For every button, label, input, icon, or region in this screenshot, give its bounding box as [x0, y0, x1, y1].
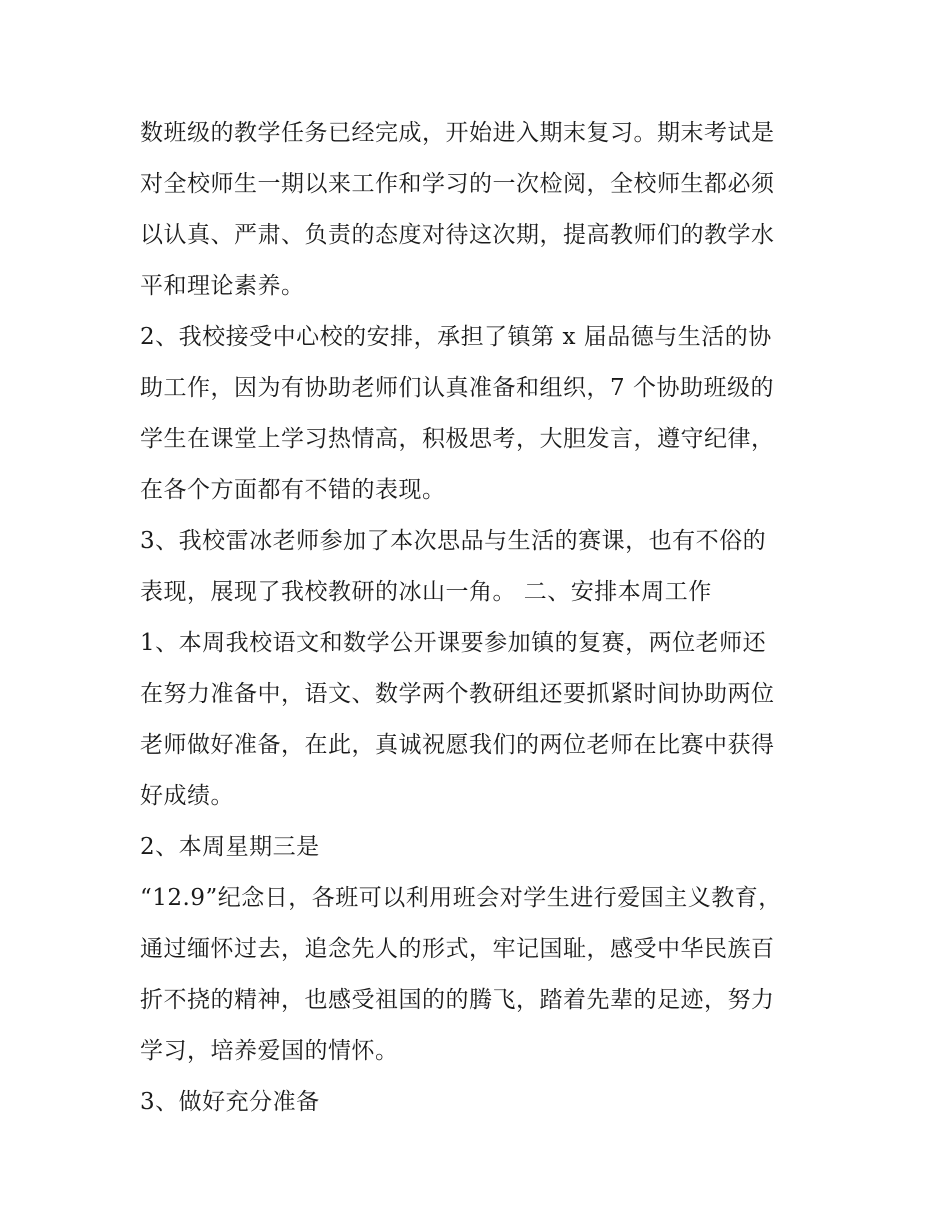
- document-body: [140, 108, 820, 1128]
- text-line: 折不挠的精神，也感受祖国的的腾飞，踏着先辈的足迹，努力: [140, 987, 775, 1013]
- text-line: 老师做好准备，在此，真诚祝愿我们的两位老师在比赛中获得: [140, 732, 775, 758]
- text-line: 表现，展现了我校教研的冰山一角。 二、安排本周工作: [140, 579, 712, 605]
- text-line: 在努力准备中，语文、数学两个教研组还要抓紧时间协助两位: [140, 681, 775, 707]
- text-line: 3、做好充分准备: [140, 1089, 320, 1115]
- text-line: 1、本周我校语文和数学公开课要参加镇的复赛，两位老师还: [140, 630, 767, 656]
- text-line: 学生在课堂上学习热情高，积极思考，大胆发言，遵守纪律，: [140, 426, 775, 452]
- text-line: “12.9”纪念日，各班可以利用班会对学生进行爱国主义教育，: [140, 885, 782, 911]
- text-line: 在各个方面都有不错的表现。: [140, 477, 446, 503]
- text-line: 2、本周星期三是: [140, 834, 320, 860]
- text-line: 学习，培养爱国的情怀。: [140, 1038, 399, 1064]
- text-line: 2、我校接受中心校的安排，承担了镇第 x 届品德与生活的协: [140, 324, 772, 350]
- text-line: 好成绩。: [140, 783, 234, 809]
- text-line: 对全校师生一期以来工作和学习的一次检阅，全校师生都必须: [140, 171, 775, 197]
- text-line: 数班级的教学任务已经完成，开始进入期末复习。期末考试是: [140, 120, 775, 146]
- text-line: 助工作，因为有协助老师们认真准备和组织，7 个协助班级的: [140, 375, 774, 401]
- text-line: 通过缅怀过去，追念先人的形式，牢记国耻，感受中华民族百: [140, 936, 775, 962]
- text-line: 平和理论素养。: [140, 273, 305, 299]
- text-line: 以认真、严肃、负责的态度对待这次期，提高教师们的教学水: [140, 222, 775, 248]
- text-line: 3、我校雷冰老师参加了本次思品与生活的赛课，也有不俗的: [140, 528, 767, 554]
